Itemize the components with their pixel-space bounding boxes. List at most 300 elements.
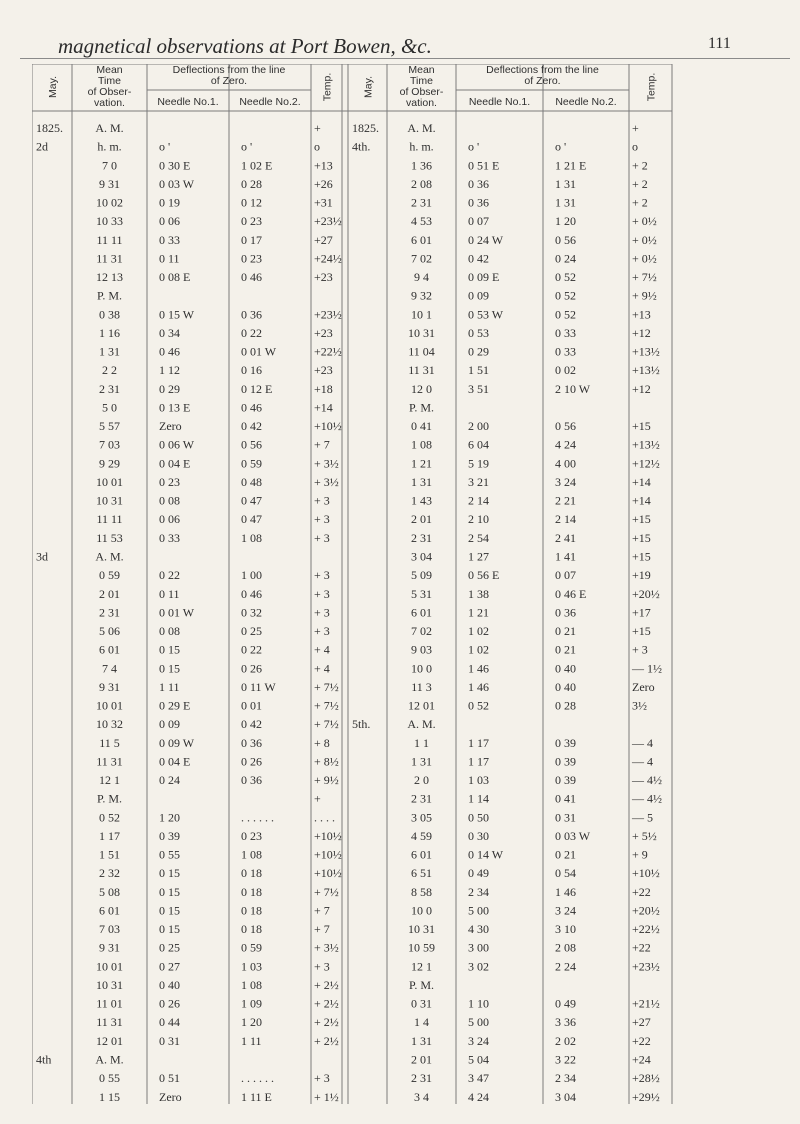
right-needle2-cell: 0 52 [555, 288, 576, 303]
left-needle1-cell: 0 15 [159, 922, 180, 937]
left-temp-cell: + 2½ [314, 996, 339, 1011]
left-deflection-header: of Zero. [210, 75, 248, 87]
right-time-cell: 10 59 [408, 940, 435, 955]
right-needle2-cell: 0 03 W [555, 828, 591, 843]
left-time-cell: 1 16 [99, 325, 120, 340]
right-deflection-header: of Zero. [524, 75, 561, 87]
left-time-cell: 12 13 [96, 270, 123, 285]
left-needle1-cell: 0 15 W [159, 307, 195, 322]
left-time-cell: 2 01 [99, 586, 120, 601]
left-needle2-cell: 0 46 [241, 270, 262, 285]
page-number: 111 [708, 35, 731, 52]
right-temp-cell: +15 [632, 530, 651, 545]
right-time-cell: 1 1 [414, 735, 429, 750]
left-needle2-cell: 0 23 [241, 828, 262, 843]
right-needle2-cell: 0 21 [555, 847, 576, 862]
right-time-cell: P. M. [408, 400, 435, 415]
right-needle2-cell: 0 56 [555, 232, 576, 247]
right-time-cell: 12 0 [411, 381, 432, 396]
right-temp-cell: +28½ [632, 1071, 660, 1086]
right-time-header: Time [410, 75, 433, 87]
right-temp-cell: +20½ [632, 903, 660, 918]
left-needle2-header: Needle No.2. [239, 96, 301, 108]
left-time-cell: 5 08 [99, 884, 120, 899]
right-time-cell: 6 51 [411, 866, 432, 881]
left-needle1-cell: 0 25 [159, 940, 180, 955]
left-time-cell: 5 0 [102, 400, 117, 415]
left-time-cell: 6 01 [99, 903, 120, 918]
left-time-cell: 12 1 [99, 773, 120, 788]
right-time-cell: 3 05 [411, 810, 432, 825]
right-temp-cell: + 9½ [632, 288, 657, 303]
left-needle2-cell: 1 02 E [241, 158, 273, 173]
left-temp-cell: +26 [314, 176, 333, 191]
left-needle2-cell: 0 47 [241, 512, 262, 527]
left-needle2-cell: 0 36 [241, 773, 262, 788]
right-needle1-cell: 0 14 W [468, 847, 504, 862]
right-temp-cell: + 2 [632, 195, 648, 210]
right-needle1-cell: 0 56 E [468, 568, 500, 583]
left-temp-cell: +18 [314, 381, 333, 396]
left-needle1-cell: 0 01 W [159, 605, 195, 620]
right-time-cell: 1 31 [411, 474, 432, 489]
right-needle1-cell: 0 09 [468, 288, 489, 303]
left-needle2-cell: 1 03 [241, 959, 262, 974]
right-needle1-cell: 1 02 [468, 642, 489, 657]
left-needle1-cell: 0 06 [159, 214, 180, 229]
left-time-cell: 9 29 [99, 456, 120, 471]
left-time-cell: 12 01 [96, 1033, 123, 1048]
right-temp-cell: +29½ [632, 1089, 660, 1104]
right-needle1-cell: 1 38 [468, 586, 489, 601]
left-needle2-cell: 1 00 [241, 568, 262, 583]
left-time-cell: A. M. [95, 121, 124, 135]
left-time-header: Mean [96, 64, 123, 76]
right-temp-cell: +23½ [632, 959, 660, 974]
right-time-cell: 11 04 [408, 344, 435, 359]
left-time-cell: 11 31 [96, 251, 123, 266]
right-time-cell: P. M. [408, 977, 435, 992]
observations-table [32, 64, 784, 1124]
left-month-cell: 1825. [36, 121, 63, 135]
right-time-cell: 10 31 [408, 922, 435, 937]
right-time-cell: 10 31 [408, 325, 435, 340]
right-needle1-cell: 0 36 [468, 195, 489, 210]
right-temp-cell: +17 [632, 605, 651, 620]
left-time-cell: 1 51 [99, 847, 120, 862]
right-needle2-cell: 2 08 [555, 940, 576, 955]
left-needle2-cell: 0 46 [241, 400, 262, 415]
right-temp-cell: + 0½ [632, 232, 657, 247]
right-month-cell: 4th. [352, 139, 371, 154]
left-needle2-cell: 0 59 [241, 940, 262, 955]
left-needle1-cell: 0 34 [159, 325, 180, 340]
left-temp-cell: + 3½ [314, 940, 339, 955]
right-time-cell: 1 36 [411, 158, 432, 173]
right-needle2-cell: 3 04 [555, 1089, 576, 1104]
left-time-cell: 11 01 [96, 996, 123, 1011]
right-needle2-cell: 0 24 [555, 251, 576, 266]
right-needle1-cell: 2 54 [468, 530, 489, 545]
left-needle1-cell: 0 22 [159, 568, 180, 583]
right-needle2-cell: 4 00 [555, 456, 576, 471]
left-needle1-cell: 1 20 [159, 810, 180, 825]
right-needle2-cell: 0 46 E [555, 586, 587, 601]
left-needle2-cell: 0 46 [241, 586, 262, 601]
left-temp-cell: + 7 [314, 922, 330, 937]
left-needle2-cell: . . . . . . [241, 1071, 274, 1086]
right-time-cell: h. m. [409, 139, 434, 154]
right-needle2-cell: 0 33 [555, 325, 576, 340]
right-needle1-cell: 5 00 [468, 903, 489, 918]
right-needle2-cell: 0 02 [555, 363, 576, 378]
right-temp-cell: +15 [632, 419, 651, 434]
right-needle1-cell: 0 42 [468, 251, 489, 266]
left-needle1-cell: 0 09 [159, 717, 180, 732]
right-needle1-cell: 1 21 [468, 605, 489, 620]
left-time-cell: 11 31 [96, 1015, 123, 1030]
left-temp-cell: + 3 [314, 624, 330, 639]
left-needle2-cell: 0 17 [241, 232, 262, 247]
left-needle1-cell: Zero [159, 419, 182, 434]
left-needle1-header: Needle No.1. [157, 96, 219, 108]
left-needle1-cell: 0 15 [159, 661, 180, 676]
left-needle2-cell: 1 09 [241, 996, 262, 1011]
left-needle2-cell: 1 08 [241, 977, 262, 992]
left-needle1-cell: 0 08 E [159, 270, 191, 285]
left-needle2-cell: 0 48 [241, 474, 262, 489]
right-temp-cell: + 0½ [632, 251, 657, 266]
right-needle1-cell: 1 27 [468, 549, 489, 564]
right-needle1-cell: 5 19 [468, 456, 489, 471]
left-needle1-cell: 0 06 [159, 512, 180, 527]
left-needle1-cell: 0 29 [159, 381, 180, 396]
right-time-cell: 12 1 [411, 959, 432, 974]
left-time-cell: 10 31 [96, 493, 123, 508]
left-month-cell: 3d [36, 549, 48, 564]
right-time-cell: 2 0 [414, 773, 429, 788]
left-needle1-cell: 1 11 [159, 679, 180, 694]
left-temp-cell: + 2½ [314, 1033, 339, 1048]
right-needle2-cell: 1 41 [555, 549, 576, 564]
left-needle2-cell: 0 18 [241, 922, 262, 937]
left-needle1-cell: 0 11 [159, 251, 180, 266]
left-temp-cell: + 8 [314, 735, 330, 750]
left-temp-cell: +23 [314, 270, 333, 285]
left-needle1-cell: 0 44 [159, 1015, 180, 1030]
left-needle2-cell: 0 56 [241, 437, 262, 452]
right-needle2-cell: 0 40 [555, 661, 576, 676]
right-needle1-cell: 1 10 [468, 996, 489, 1011]
left-temp-cell: +13 [314, 158, 333, 173]
left-temp-cell: + 3 [314, 605, 330, 620]
right-time-cell: 0 31 [411, 996, 432, 1011]
left-needle2-cell: 0 28 [241, 176, 262, 191]
right-time-cell: 12 01 [408, 698, 435, 713]
left-needle1-cell: 0 15 [159, 642, 180, 657]
right-time-cell: 11 31 [408, 363, 435, 378]
right-time-cell: 5 31 [411, 586, 432, 601]
left-temp-cell: + 7½ [314, 698, 339, 713]
right-needle1-cell: 2 34 [468, 884, 489, 899]
left-time-cell: P. M. [96, 791, 123, 806]
left-needle2-cell: o ' [241, 139, 253, 154]
left-needle2-cell: 0 01 [241, 698, 262, 713]
right-temp-cell: — 4 [632, 735, 653, 750]
right-time-cell: 10 0 [411, 903, 432, 918]
left-temp-header: Temp. [321, 72, 334, 102]
right-temp-cell: +22½ [632, 922, 660, 937]
left-time-cell: P. M. [96, 288, 123, 303]
left-time-header: of Obser- [87, 86, 132, 98]
right-needle2-cell: 1 31 [555, 176, 576, 191]
left-time-cell: 1 17 [99, 828, 120, 843]
right-temp-cell: +13½ [632, 437, 660, 452]
right-needle1-cell: 1 17 [468, 735, 489, 750]
right-temp-header: Temp. [645, 72, 658, 102]
right-needle1-cell: 4 30 [468, 922, 489, 937]
right-time-cell: 1 43 [411, 493, 432, 508]
right-time-cell: 5 09 [411, 568, 432, 583]
left-temp-cell: +10½ [314, 847, 342, 862]
page-title: magnetical observations at Port Bowen, &c. [58, 34, 432, 58]
right-temp-cell: +15 [632, 549, 651, 564]
left-needle1-cell: 0 23 [159, 474, 180, 489]
left-time-cell: 0 59 [99, 568, 120, 583]
right-needle2-cell: 2 14 [555, 512, 576, 527]
right-needle1-cell: 1 17 [468, 754, 489, 769]
right-month-header: May. [362, 76, 375, 98]
right-temp-cell: — 4½ [632, 791, 662, 806]
left-time-cell: 2 31 [99, 605, 120, 620]
right-temp-cell: + [632, 121, 639, 135]
left-temp-cell: + 2½ [314, 977, 339, 992]
right-temp-cell: Zero [632, 679, 655, 694]
left-needle1-cell: 0 51 [159, 1071, 180, 1086]
left-temp-cell: + 3 [314, 586, 330, 601]
right-temp-cell: +14 [632, 493, 651, 508]
right-needle2-cell: 0 40 [555, 679, 576, 694]
left-needle1-cell: 0 31 [159, 1033, 180, 1048]
left-needle1-cell: 0 04 E [159, 754, 191, 769]
right-needle2-cell: 3 22 [555, 1052, 576, 1067]
right-temp-cell: +12½ [632, 456, 660, 471]
table-grid [32, 64, 784, 1124]
left-temp-cell: +22½ [314, 344, 342, 359]
left-needle1-cell: 1 12 [159, 363, 180, 378]
left-needle1-cell: 0 15 [159, 903, 180, 918]
right-needle1-cell: 1 46 [468, 679, 489, 694]
right-temp-cell: + 5½ [632, 828, 657, 843]
left-needle2-cell: 1 20 [241, 1015, 262, 1030]
right-needle2-cell: 0 39 [555, 735, 576, 750]
right-time-cell: A. M. [407, 717, 436, 732]
right-time-cell: 8 58 [411, 884, 432, 899]
right-needle2-cell: 2 21 [555, 493, 576, 508]
left-temp-cell: + 3½ [314, 456, 339, 471]
right-needle1-cell: 0 51 E [468, 158, 500, 173]
right-needle1-cell: 1 46 [468, 661, 489, 676]
left-needle1-cell: 0 29 E [159, 698, 191, 713]
left-time-cell: 11 31 [96, 754, 123, 769]
right-temp-cell: +15 [632, 512, 651, 527]
right-needle1-cell: 0 53 [468, 325, 489, 340]
right-needle1-cell: 0 50 [468, 810, 489, 825]
right-needle2-cell: 0 36 [555, 605, 576, 620]
right-needle1-cell: 1 02 [468, 624, 489, 639]
left-needle2-cell: 0 22 [241, 325, 262, 340]
left-needle1-cell: 0 06 W [159, 437, 195, 452]
left-temp-cell: + 8½ [314, 754, 339, 769]
right-needle1-cell: 1 03 [468, 773, 489, 788]
right-deflection-header: Deflections from the line [486, 64, 599, 76]
left-needle1-cell: 0 26 [159, 996, 180, 1011]
left-needle2-cell: 0 32 [241, 605, 262, 620]
right-temp-cell: +19 [632, 568, 651, 583]
left-temp-cell: +24½ [314, 251, 342, 266]
right-needle1-cell: 1 51 [468, 363, 489, 378]
left-temp-cell: + 7½ [314, 884, 339, 899]
left-needle2-cell: 0 23 [241, 251, 262, 266]
left-time-cell: 10 01 [96, 698, 123, 713]
left-needle2-cell: 0 01 W [241, 344, 277, 359]
right-temp-cell: 3½ [632, 698, 647, 713]
left-needle1-cell: 0 33 [159, 232, 180, 247]
left-temp-cell: +23½ [314, 307, 342, 322]
left-needle1-cell: 0 33 [159, 530, 180, 545]
right-temp-cell: +21½ [632, 996, 660, 1011]
right-temp-cell: +27 [632, 1015, 651, 1030]
left-needle1-cell: 0 03 W [159, 176, 195, 191]
left-temp-cell: + 7½ [314, 679, 339, 694]
right-needle2-cell: 0 07 [555, 568, 576, 583]
left-needle1-cell: 0 46 [159, 344, 180, 359]
left-temp-cell: +23½ [314, 214, 342, 229]
right-temp-cell: +13½ [632, 344, 660, 359]
left-needle2-cell: . . . . . . [241, 810, 274, 825]
right-needle1-cell: 3 02 [468, 959, 489, 974]
right-time-cell: 2 01 [411, 512, 432, 527]
left-time-cell: A. M. [95, 549, 124, 564]
right-needle1-cell: 2 14 [468, 493, 489, 508]
left-time-cell: 5 06 [99, 624, 120, 639]
left-temp-cell: + 1½ [314, 1089, 339, 1104]
left-time-cell: 10 01 [96, 474, 123, 489]
right-time-cell: 10 1 [411, 307, 432, 322]
right-needle2-cell: 3 24 [555, 903, 576, 918]
right-needle1-cell: o ' [468, 139, 480, 154]
left-time-cell: 6 01 [99, 642, 120, 657]
right-time-cell: 9 32 [411, 288, 432, 303]
left-temp-cell: + 3½ [314, 474, 339, 489]
right-temp-cell: + 9 [632, 847, 648, 862]
right-needle2-cell: 0 33 [555, 344, 576, 359]
right-time-cell: 11 3 [411, 679, 432, 694]
left-time-cell: 9 31 [99, 176, 120, 191]
right-time-cell: A. M. [407, 121, 436, 135]
right-needle2-cell: 0 21 [555, 642, 576, 657]
left-temp-cell: + 4 [314, 661, 330, 676]
right-temp-cell: +12 [632, 381, 651, 396]
right-time-cell: 2 01 [411, 1052, 432, 1067]
left-time-header: Time [98, 75, 121, 87]
left-temp-cell: . . . . [314, 810, 335, 825]
left-temp-cell: + 3 [314, 493, 330, 508]
right-needle1-cell: 0 24 W [468, 232, 504, 247]
right-needle1-cell: 0 36 [468, 176, 489, 191]
left-time-cell: A. M. [95, 1052, 124, 1067]
left-time-cell: 1 31 [99, 344, 120, 359]
left-temp-cell: +23 [314, 363, 333, 378]
right-time-cell: 7 02 [411, 251, 432, 266]
right-needle2-cell: 0 56 [555, 419, 576, 434]
left-needle2-cell: 0 18 [241, 866, 262, 881]
right-needle1-cell: 0 49 [468, 866, 489, 881]
right-time-header: vation. [406, 97, 437, 109]
left-needle1-cell: 0 09 W [159, 735, 195, 750]
left-needle1-cell: Zero [159, 1089, 182, 1104]
right-temp-cell: +22 [632, 884, 651, 899]
right-needle1-cell: 3 51 [468, 381, 489, 396]
left-temp-cell: + 3 [314, 512, 330, 527]
left-temp-cell: + 3 [314, 530, 330, 545]
right-needle2-cell: 2 24 [555, 959, 576, 974]
left-temp-cell: + 7 [314, 903, 330, 918]
right-temp-cell: — 1½ [632, 661, 662, 676]
right-needle2-cell: 2 41 [555, 530, 576, 545]
right-needle1-cell: 0 09 E [468, 270, 500, 285]
left-time-cell: 7 4 [102, 661, 117, 676]
right-needle1-cell: 0 29 [468, 344, 489, 359]
left-temp-cell: o [314, 139, 320, 154]
right-temp-cell: — 5 [632, 810, 653, 825]
right-needle1-cell: 2 00 [468, 419, 489, 434]
left-time-cell: 9 31 [99, 940, 120, 955]
right-needle2-cell: 4 24 [555, 437, 576, 452]
right-needle2-cell: 3 10 [555, 922, 576, 937]
right-temp-cell: +13½ [632, 363, 660, 378]
left-temp-cell: +27 [314, 232, 333, 247]
left-needle1-cell: 0 13 E [159, 400, 191, 415]
left-temp-cell: + 3 [314, 568, 330, 583]
left-month-header: May. [47, 76, 59, 98]
left-time-cell: 0 38 [99, 307, 120, 322]
left-month-cell: 2d [36, 139, 48, 154]
left-deflection-header: Deflections from the line [172, 64, 286, 76]
left-needle1-cell: 0 27 [159, 959, 180, 974]
right-needle1-cell: 1 14 [468, 791, 489, 806]
right-month-cell: 1825. [352, 121, 379, 135]
right-temp-cell: +10½ [632, 866, 660, 881]
right-time-cell: 9 03 [411, 642, 432, 657]
right-needle2-cell: 0 52 [555, 307, 576, 322]
left-temp-cell: +14 [314, 400, 333, 415]
right-needle1-cell: 5 00 [468, 1015, 489, 1030]
right-needle2-cell: 0 54 [555, 866, 576, 881]
right-time-cell: 9 4 [414, 270, 429, 285]
left-needle1-cell: 0 08 [159, 493, 180, 508]
left-time-cell: 10 31 [96, 977, 123, 992]
right-time-header: Mean [408, 64, 435, 76]
left-time-cell: 0 52 [99, 810, 120, 825]
right-time-cell: 2 31 [411, 195, 432, 210]
right-needle2-header: Needle No.2. [555, 96, 617, 108]
left-needle2-cell: 0 22 [241, 642, 262, 657]
left-time-cell: h. m. [97, 139, 122, 154]
right-time-cell: 0 41 [411, 419, 432, 434]
right-time-cell: 2 31 [411, 530, 432, 545]
right-temp-cell: +14 [632, 474, 651, 489]
